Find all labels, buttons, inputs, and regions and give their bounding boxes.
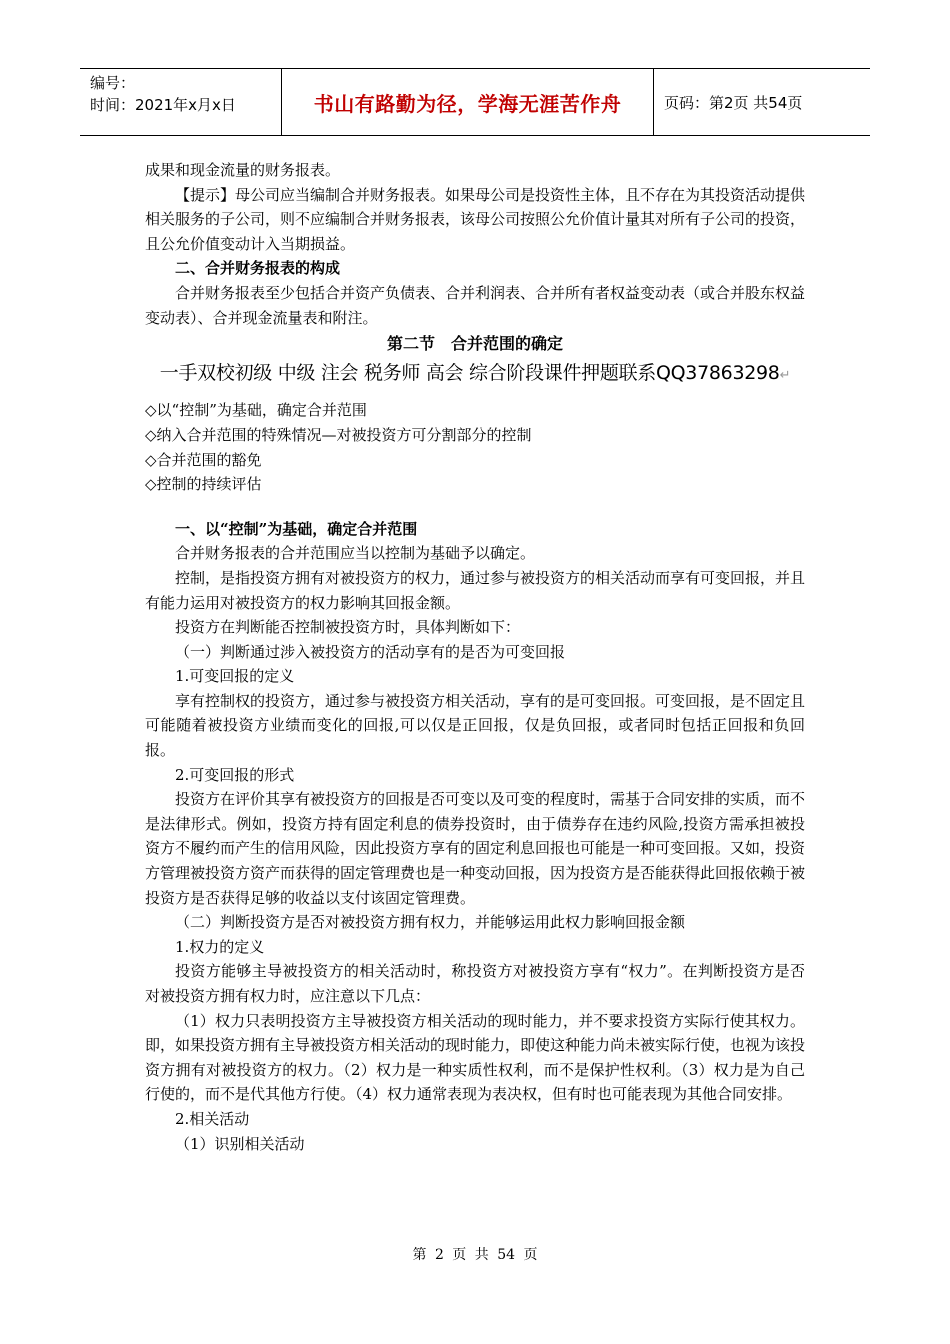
- heading-composition: 二、合并财务报表的构成: [175, 259, 341, 278]
- paragraph: 控制，是指投资方拥有对被投资方的权力，通过参与被投资方的相关活动而享有可变回报，并且有能力运用对被投资方的权力影响其回报金额。: [145, 568, 806, 612]
- subheading: （一）判断通过涉入被投资方的活动享有的是否为可变回报: [175, 642, 566, 661]
- paragraph: 合并财务报表的合并范围应当以控制为基础予以确定。: [175, 544, 536, 563]
- document-body: [145, 158, 805, 1156]
- subheading: 1.权力的定义: [175, 937, 265, 956]
- subheading: （1）识别相关活动: [175, 1134, 305, 1153]
- subheading: 2.相关活动: [175, 1109, 250, 1128]
- page-footer: 第 2 页 共 54 页: [412, 1247, 538, 1263]
- promo-line: [145, 361, 805, 389]
- paragraph: （1）权力只表明投资方主导被投资方相关活动的现时能力，并不要求投资方实际行使其权力。即，如果投资方拥有主导被投资方相关活动的现时能力，即使这种能力尚未被实际行使，也视为该投资方拥有对被投资方的权力。（2）权力是一种实质性权利，而不是保护性权利。（3）权力是为自己行使的，而不是代其他方行使。（4）权力通常表现为表决权，但有时也可能表现为其他合同安排。: [145, 1011, 806, 1104]
- spacer: [145, 497, 805, 517]
- section-title: 第二节 合并范围的确定: [386, 334, 563, 354]
- header-table: [80, 68, 870, 136]
- paragraph: 投资方在判断能否控制被投资方时，具体判断如下：: [175, 618, 521, 637]
- bullet-item: ◇控制的持续评估: [145, 475, 262, 494]
- promo-text: 一手双校初级 中级 注会 税务师 高会 综合阶段课件押题联系QQ37863298: [159, 361, 780, 384]
- paragraph: 合并财务报表至少包括合并资产负债表、合并利润表、合并所有者权益变动表（或合并股东权益变动表）、合并现金流量表和附注。: [145, 283, 806, 327]
- header-meta: [80, 69, 282, 135]
- paragraph-tip: 【提示】母公司应当编制合并财务报表。如果母公司是投资性主体，且不存在为其投资活动提供相关服务的子公司，则不应编制合并财务报表，该母公司按照公允价值计量其对所有子公司的投资，且公允价值变动计入当期损益。: [145, 185, 806, 253]
- header-page-info: 页码：第2页 共54页: [664, 93, 803, 112]
- doc-time-label: 时间：2021年x月x日: [90, 96, 236, 114]
- bullet-item: ◇以“控制”为基础，确定合并范围: [145, 401, 367, 420]
- paragraph: 成果和现金流量的财务报表。: [145, 161, 341, 179]
- paragraph: 投资方能够主导被投资方的相关活动时，称投资方对被投资方享有“权力”。在判断投资方是否对被投资方拥有权力时，应注意以下几点：: [145, 962, 805, 1005]
- bullet-item: ◇纳入合并范围的特殊情况—对被投资方可分割部分的控制: [145, 425, 532, 444]
- heading-control-basis: 一、以“控制”为基础，确定合并范围: [175, 519, 418, 538]
- return-mark-icon: ↵: [779, 367, 791, 383]
- bullet-item: ◇合并范围的豁免: [145, 450, 262, 469]
- subheading: 2.可变回报的形式: [175, 765, 295, 784]
- paragraph: 享有控制权的投资方，通过参与被投资方相关活动，享有的是可变回报。可变回报，是不固定且可能随着被投资方业绩而变化的回报,可以仅是正回报，仅是负回报，或者同时包括正回报和负回报。: [145, 691, 806, 760]
- paragraph: 投资方在评价其享有被投资方的回报是否可变以及可变的程度时，需基于合同安排的实质，而不是法律形式。例如，投资方持有固定利息的债券投资时，由于债券存在违约风险,投资方需承担被投资方不履约而产生的信用风险，因此投资方享有的固定利息回报也可能是一种可变回报。又如，投资方管理被投资方资产而获得的固定管理费也是一种变动回报，因为投资方是否能获得此回报依赖于被投资方是否获得足够的收益以支付该固定管理费。: [145, 790, 806, 907]
- doc-number-label: 编号：: [90, 74, 136, 92]
- header-motto: 书山有路勤为径，学海无涯苦作舟: [282, 69, 654, 135]
- subheading: （二）判断投资方是否对被投资方拥有权力，并能够运用此权力影响回报金额: [175, 913, 686, 932]
- subheading: 1.可变回报的定义: [175, 667, 295, 686]
